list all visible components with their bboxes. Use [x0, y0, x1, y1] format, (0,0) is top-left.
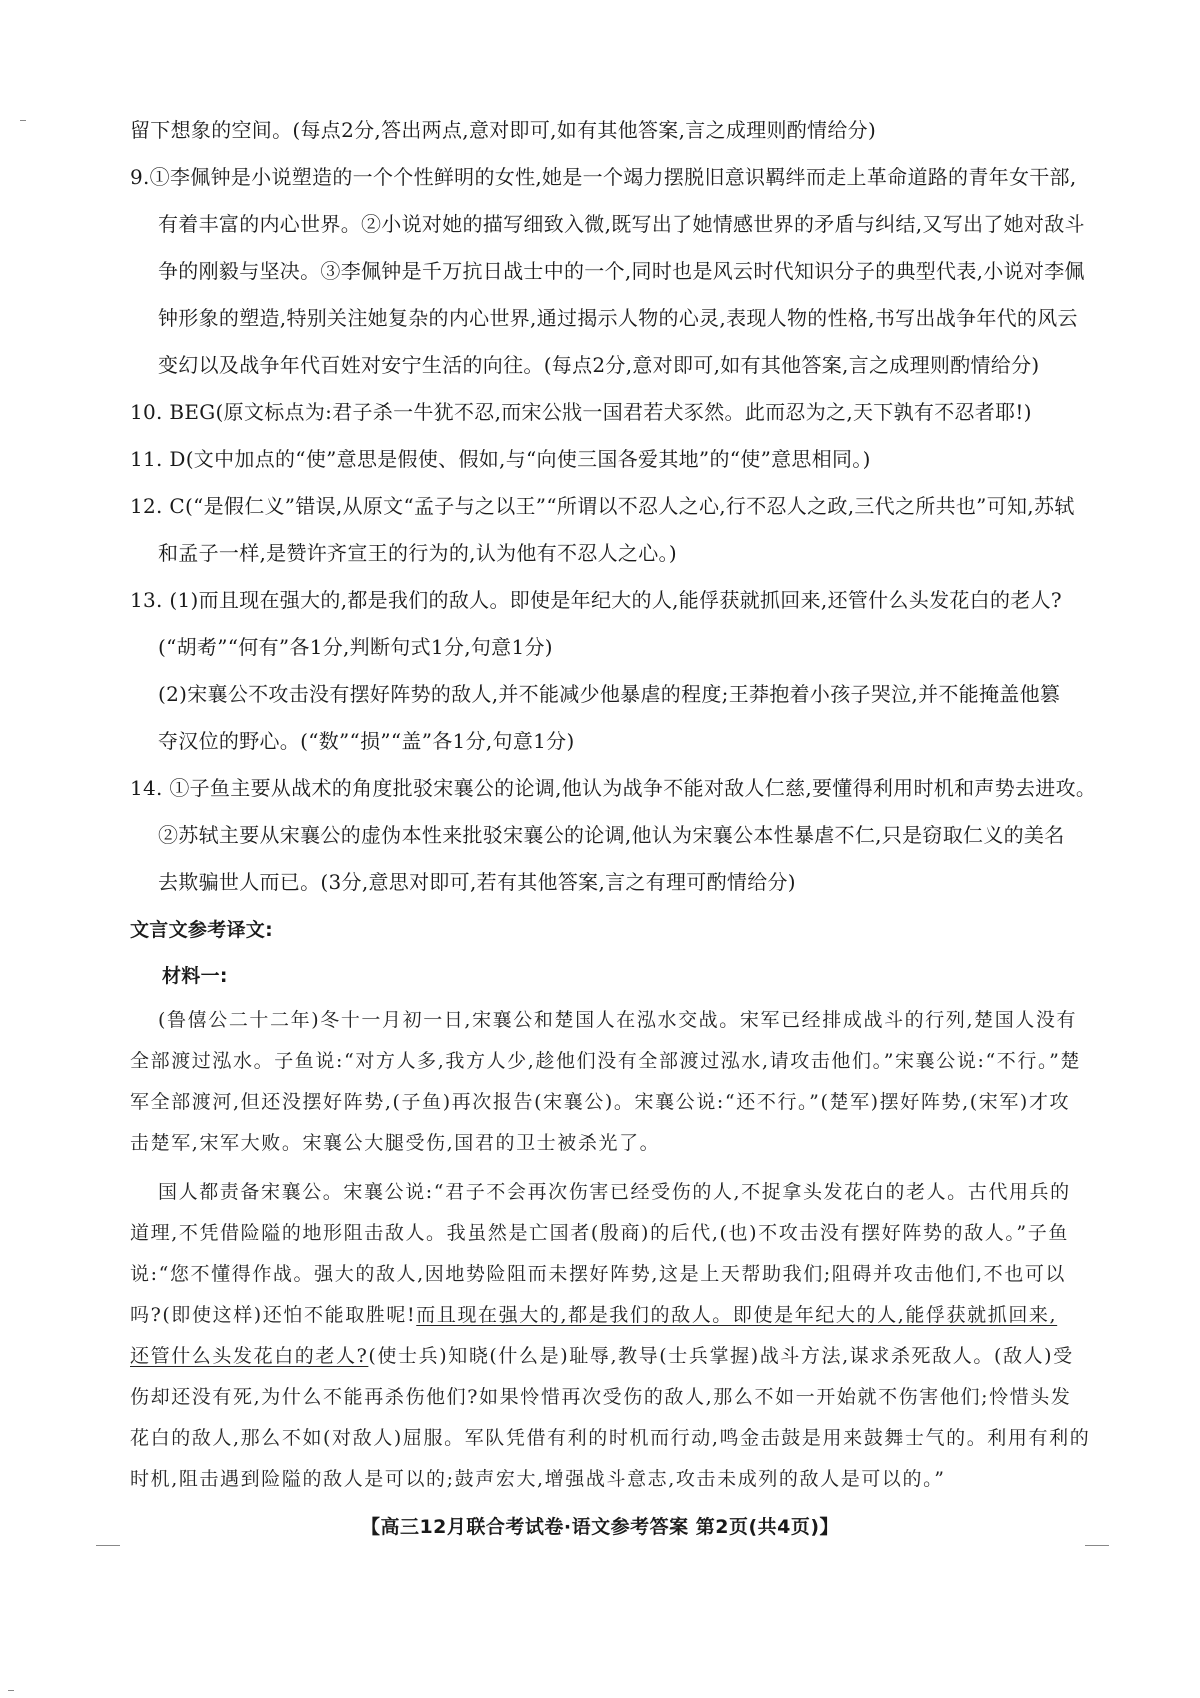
q9-answer-line-2: 有着丰富的内心世界。②小说对她的描写细致入微,既写出了她情感世界的矛盾与纠结,又写出了她对敌斗 — [158, 212, 1085, 236]
translation-p1-line-1: (鲁僖公二十二年)冬十一月初一日,宋襄公和楚国人在泓水交战。宋军已经排成战斗的行列,楚国人没有 — [158, 1009, 1078, 1031]
translation-p2-line-5 — [130, 1342, 1090, 1370]
q12-answer-line-2: 和孟子一样,是赞许齐宣王的行为的,认为他有不忍人之心。) — [158, 541, 677, 565]
translation-p2-line-5-underlined: 还管什么头发花白的老人? — [130, 1345, 369, 1367]
translation-p2-line-7: 花白的敌人,那么不如(对敌人)屈服。军队凭借有利的时机而行动,鸣金击鼓是用来鼓舞士气的。利用有利的 — [130, 1427, 1091, 1449]
q9-answer-line-1: 9.①李佩钟是小说塑造的一个个性鲜明的女性,她是一个竭力摆脱旧意识羁绊而走上革命道路的青年女干部, — [130, 165, 1077, 189]
scan-mark — [96, 1545, 120, 1546]
q10-answer: 10. BEG(原文标点为:君子杀一牛犹不忍,而宋公戕一国君若犬豕然。此而忍为之,天下孰有不忍者耶!) — [130, 400, 1032, 424]
q8-answer-tail: 留下想象的空间。(每点2分,答出两点,意对即可,如有其他答案,言之成理则酌情给分) — [130, 118, 877, 142]
translation-p1-line-2: 全部渡过泓水。子鱼说:“对方人多,我方人少,趁他们没有全部渡过泓水,请攻击他们。”宋襄公说:“不行。”楚 — [130, 1050, 1081, 1072]
q13-answer-line-2: (“胡耇”“何有”各1分,判断句式1分,句意1分) — [158, 635, 553, 659]
q14-answer-line-3: 去欺骗世人而已。(3分,意思对即可,若有其他答案,言之有理可酌情给分) — [158, 870, 796, 894]
scan-mark — [20, 120, 26, 121]
translation-p2-line-5-plain: (使士兵)知晓(什么是)耻辱,教导(士兵掌握)战斗方法,谋求杀死敌人。(敌人)受 — [368, 1345, 1074, 1367]
scan-mark — [8, 1690, 14, 1691]
translation-p1-line-4: 击楚军,宋军大败。宋襄公大腿受伤,国君的卫士被杀光了。 — [130, 1132, 661, 1154]
q11-answer: 11. D(文中加点的“使”意思是假使、假如,与“向使三国各爱其地”的“使”意思相同。) — [130, 447, 871, 471]
q14-answer-line-2: ②苏轼主要从宋襄公的虚伪本性来批驳宋襄公的论调,他认为宋襄公本性暴虐不仁,只是窃取仁义的美名 — [158, 823, 1065, 847]
translation-p2-line-8: 时机,阻击遇到险隘的敌人是可以的;鼓声宏大,增强战斗意志,攻击未成列的敌人是可以的。” — [130, 1468, 946, 1490]
q9-answer-line-5: 变幻以及战争年代百姓对安宁生活的向往。(每点2分,意对即可,如有其他答案,言之成理则酌情给分) — [158, 353, 1040, 377]
translation-p2-line-1: 国人都责备宋襄公。宋襄公说:“君子不会再次伤害已经受伤的人,不捉拿头发花白的老人。古代用兵的 — [158, 1181, 1071, 1203]
q12-answer-line-1: 12. C(“是假仁义”错误,从原文“孟子与之以王”“所谓以不忍人之心,行不忍人之政,三代之所共也”可知,苏轼 — [130, 494, 1075, 518]
material-label: 材料一: — [162, 965, 228, 987]
q13-answer-line-4: 夺汉位的野心。(“数”“损”“盖”各1分,句意1分) — [158, 729, 575, 753]
q13-answer-line-1: 13. (1)而且现在强大的,都是我们的敌人。即使是年纪大的人,能俘获就抓回来,还管什么头发花白的老人? — [130, 588, 1062, 612]
translation-p2-line-2: 道理,不凭借险隘的地形阻击敌人。我虽然是亡国者(殷商)的后代,(也)不攻击没有摆好阵势的敌人。”子鱼 — [130, 1222, 1069, 1244]
scan-mark — [1085, 1545, 1109, 1546]
translation-p1-line-3: 军全部渡河,但还没摆好阵势,(子鱼)再次报告(宋襄公)。宋襄公说:“还不行。”(楚军)摆好阵势,(宋军)才攻 — [130, 1091, 1071, 1113]
q9-answer-line-3: 争的刚毅与坚决。③李佩钟是千万抗日战士中的一个,同时也是风云时代知识分子的典型代表,小说对李佩 — [158, 259, 1085, 283]
translation-heading: 文言文参考译文: — [130, 919, 273, 941]
q13-answer-line-3: (2)宋襄公不攻击没有摆好阵势的敌人,并不能减少他暴虐的程度;王莽抱着小孩子哭泣,并不能掩盖他篡 — [158, 682, 1061, 706]
translation-p2-line-4-underlined: 而且现在强大的,都是我们的敌人。即使是年纪大的人,能俘获就抓回来, — [416, 1304, 1058, 1326]
q14-answer-line-1: 14. ①子鱼主要从战术的角度批驳宋襄公的论调,他认为战争不能对敌人仁慈,要懂得利用时机和声势去进攻。 — [130, 776, 1097, 800]
translation-p2-line-4 — [130, 1301, 1090, 1329]
translation-p2-line-4-plain: 吗?(即使这样)还怕不能取胜呢! — [130, 1304, 417, 1326]
page-footer: 【高三12月联合考试卷·语文参考答案 第2页(共4页)】 — [360, 1516, 840, 1538]
translation-p2-line-6: 伤却还没有死,为什么不能再杀伤他们?如果怜惜再次受伤的敌人,那么不如一开始就不伤害他们;怜惜头发 — [130, 1386, 1072, 1408]
q9-answer-line-4: 钟形象的塑造,特别关注她复杂的内心世界,通过揭示人物的心灵,表现人物的性格,书写出战争年代的风云 — [158, 306, 1078, 330]
translation-p2-line-3: 说:“您不懂得作战。强大的敌人,因地势险阻而未摆好阵势,这是上天帮助我们;阻碍并攻击他们,不也可以 — [130, 1263, 1067, 1285]
